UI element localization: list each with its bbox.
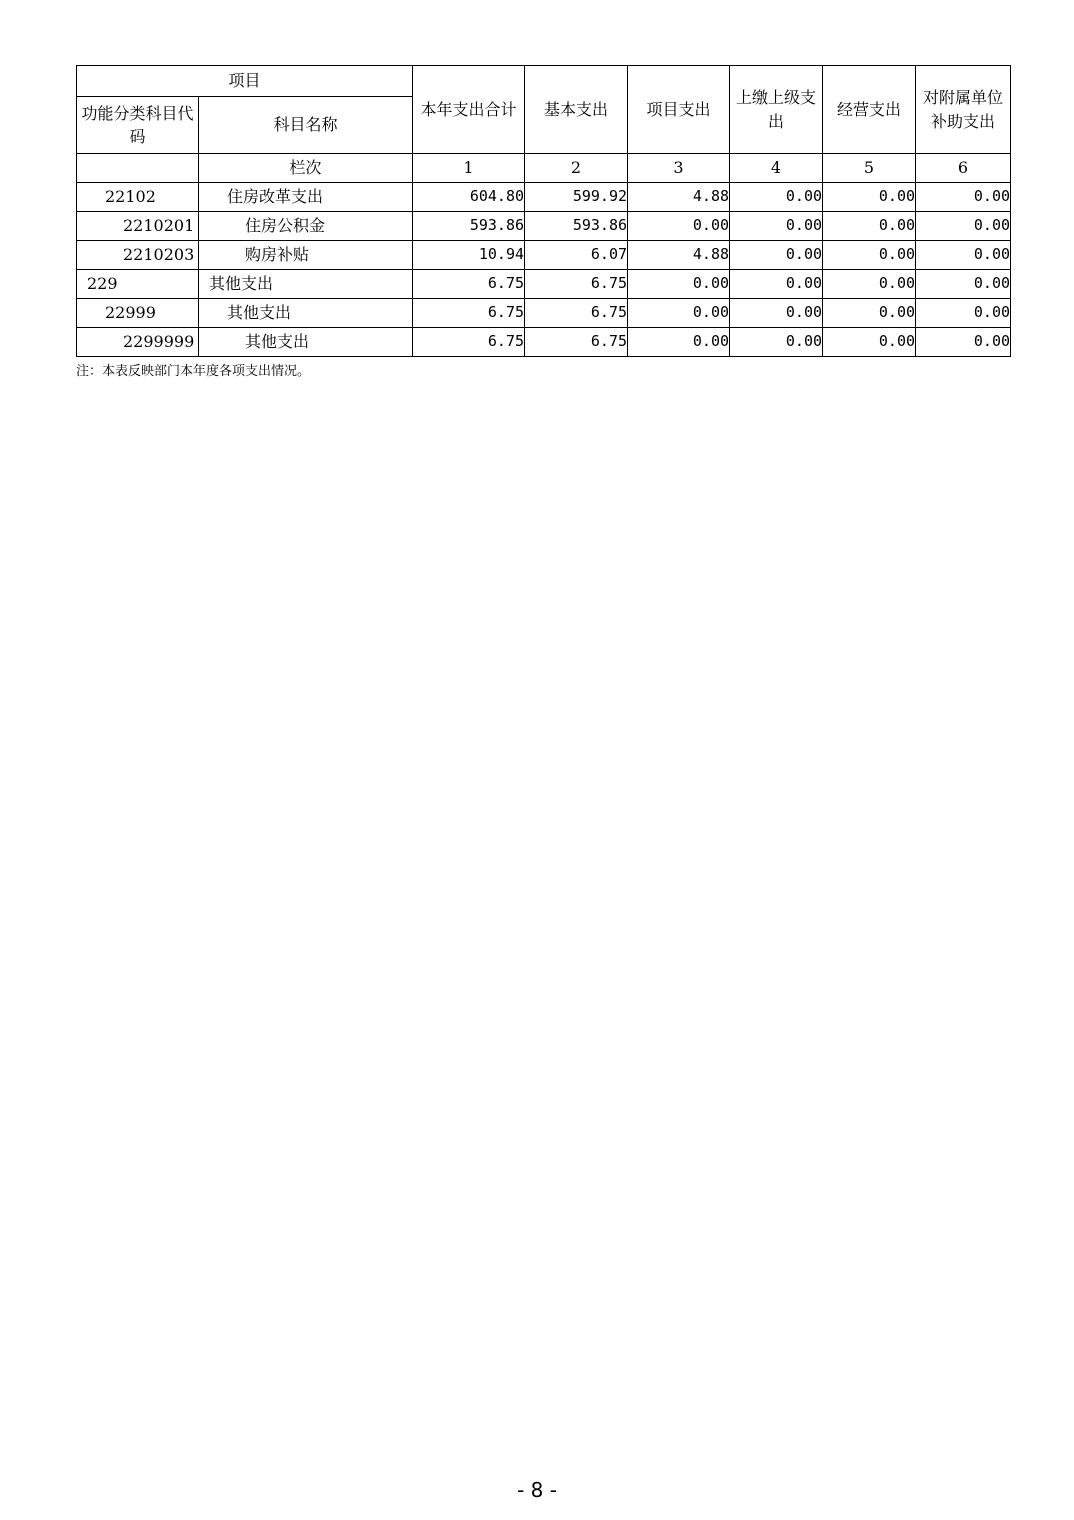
table-note: 注：本表反映部门本年度各项支出情况。 bbox=[76, 364, 311, 379]
row-value: 0.00 bbox=[916, 299, 1011, 328]
column-index: 4 bbox=[730, 154, 823, 183]
row-name: 其他支出 bbox=[199, 299, 413, 328]
row-value: 10.94 bbox=[413, 241, 525, 270]
row-value: 6.75 bbox=[525, 270, 628, 299]
row-code: 22999 bbox=[77, 299, 199, 328]
row-code: 229 bbox=[77, 270, 199, 299]
table-row bbox=[77, 299, 1011, 328]
header-basic: 基本支出 bbox=[525, 66, 628, 154]
header-project: 项目 bbox=[77, 66, 413, 97]
row-value: 0.00 bbox=[730, 270, 823, 299]
row-code: 2210201 bbox=[77, 212, 199, 241]
table-row bbox=[77, 328, 1011, 357]
row-value: 4.88 bbox=[628, 241, 730, 270]
row-value: 0.00 bbox=[916, 328, 1011, 357]
column-index-blank bbox=[77, 154, 199, 183]
row-value: 0.00 bbox=[628, 270, 730, 299]
row-value: 0.00 bbox=[823, 183, 916, 212]
header-subsidy: 对附属单位补助支出 bbox=[916, 66, 1011, 154]
row-value: 0.00 bbox=[628, 212, 730, 241]
table-row bbox=[77, 270, 1011, 299]
row-value: 0.00 bbox=[730, 212, 823, 241]
row-value: 6.75 bbox=[525, 299, 628, 328]
page-number: - 8 - bbox=[517, 1478, 557, 1502]
row-code: 2210203 bbox=[77, 241, 199, 270]
row-value: 604.80 bbox=[413, 183, 525, 212]
row-name: 其他支出 bbox=[199, 270, 413, 299]
row-name: 住房公积金 bbox=[199, 212, 413, 241]
table-row bbox=[77, 212, 1011, 241]
column-index: 1 bbox=[413, 154, 525, 183]
row-name: 住房改革支出 bbox=[199, 183, 413, 212]
row-value: 0.00 bbox=[916, 241, 1011, 270]
row-value: 0.00 bbox=[823, 212, 916, 241]
row-value: 6.75 bbox=[525, 328, 628, 357]
row-value: 0.00 bbox=[730, 328, 823, 357]
header-business: 经营支出 bbox=[823, 66, 916, 154]
column-index-label: 栏次 bbox=[199, 154, 413, 183]
row-value: 6.75 bbox=[413, 299, 525, 328]
table-row bbox=[77, 183, 1011, 212]
header-project-expenditure: 项目支出 bbox=[628, 66, 730, 154]
row-value: 0.00 bbox=[916, 270, 1011, 299]
header-upper-payment: 上缴上级支出 bbox=[730, 66, 823, 154]
row-value: 0.00 bbox=[823, 270, 916, 299]
row-value: 593.86 bbox=[413, 212, 525, 241]
row-value: 0.00 bbox=[730, 299, 823, 328]
column-index: 2 bbox=[525, 154, 628, 183]
row-value: 0.00 bbox=[823, 241, 916, 270]
header-code: 功能分类科目代码 bbox=[77, 97, 199, 154]
table-row bbox=[77, 241, 1011, 270]
header-name: 科目名称 bbox=[199, 97, 413, 154]
row-value: 599.92 bbox=[525, 183, 628, 212]
row-value: 0.00 bbox=[628, 328, 730, 357]
row-value: 0.00 bbox=[916, 212, 1011, 241]
row-value: 0.00 bbox=[916, 183, 1011, 212]
row-value: 6.07 bbox=[525, 241, 628, 270]
row-value: 0.00 bbox=[628, 299, 730, 328]
row-name: 其他支出 bbox=[199, 328, 413, 357]
column-index: 6 bbox=[916, 154, 1011, 183]
row-value: 0.00 bbox=[823, 328, 916, 357]
row-value: 0.00 bbox=[823, 299, 916, 328]
row-value: 6.75 bbox=[413, 328, 525, 357]
row-value: 6.75 bbox=[413, 270, 525, 299]
row-code: 2299999 bbox=[77, 328, 199, 357]
row-name: 购房补贴 bbox=[199, 241, 413, 270]
row-code: 22102 bbox=[77, 183, 199, 212]
header-total: 本年支出合计 bbox=[413, 66, 525, 154]
expenditure-table bbox=[76, 65, 1011, 357]
row-value: 0.00 bbox=[730, 241, 823, 270]
column-index: 3 bbox=[628, 154, 730, 183]
column-index: 5 bbox=[823, 154, 916, 183]
row-value: 0.00 bbox=[730, 183, 823, 212]
row-value: 593.86 bbox=[525, 212, 628, 241]
row-value: 4.88 bbox=[628, 183, 730, 212]
